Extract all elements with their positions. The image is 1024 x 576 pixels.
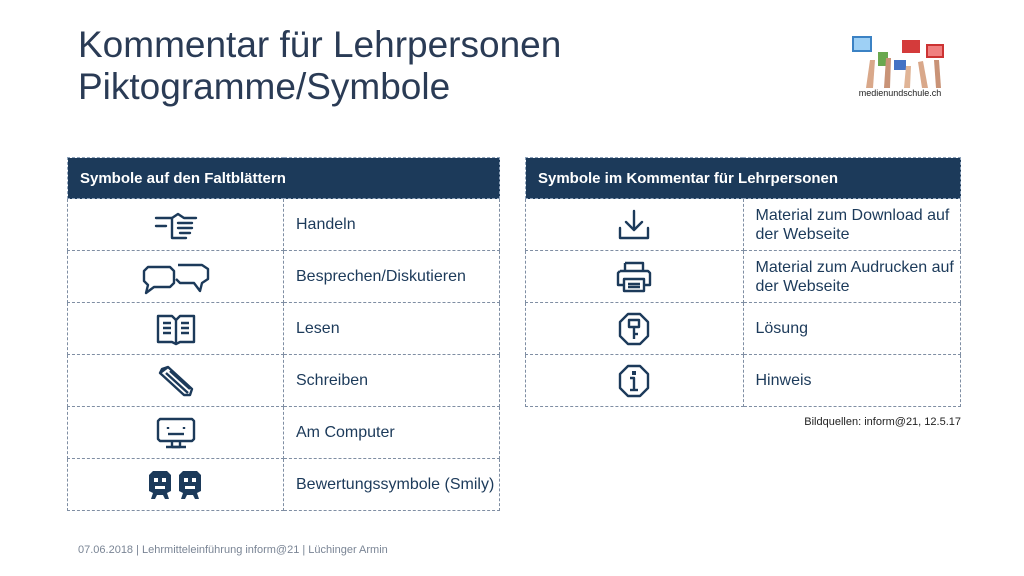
right-table-header: Symbole im Kommentar für Lehrpersonen (526, 158, 961, 199)
table-row (68, 459, 500, 511)
speech-bubbles-icon (140, 259, 212, 295)
image-source-note: Bildquellen: inform@21, 12.5.17 (804, 416, 961, 428)
printer-icon (614, 259, 654, 295)
table-row (526, 355, 961, 407)
page-title (78, 24, 561, 108)
download-icon (616, 208, 652, 242)
key-solution-icon (616, 311, 652, 347)
table-row (68, 303, 500, 355)
info-icon (616, 363, 652, 399)
row-label: Lesen (284, 303, 500, 355)
title-line-2: Piktogramme/Symbole (78, 66, 451, 107)
smiley-faces-icon (145, 467, 207, 503)
table-row (68, 199, 500, 251)
row-label: Material zum Download auf der Webseite (743, 199, 961, 251)
row-label: Lösung (743, 303, 961, 355)
faltblaetter-symbols-table (67, 157, 500, 511)
medienundschule-logo (848, 30, 948, 102)
row-label: Am Computer (284, 407, 500, 459)
table-row (526, 199, 961, 251)
pencil-icon (156, 363, 196, 399)
left-table-header: Symbole auf den Faltblättern (68, 158, 500, 199)
title-line-1: Kommentar für Lehrpersonen (78, 24, 562, 65)
row-label: Handeln (284, 199, 500, 251)
logo-graphic (848, 30, 948, 90)
row-label: Hinweis (743, 355, 961, 407)
table-row (68, 251, 500, 303)
slide-footer: 07.06.2018 | Lehrmitteleinführung inform@21 | Lüchinger Armin (78, 544, 388, 556)
pointing-hand-icon (152, 208, 200, 242)
table-row (68, 355, 500, 407)
open-book-icon (154, 312, 198, 346)
row-label: Besprechen/Diskutieren (284, 251, 500, 303)
table-row (68, 407, 500, 459)
kommentar-symbols-table (525, 157, 961, 407)
row-label: Schreiben (284, 355, 500, 407)
table-row (526, 303, 961, 355)
logo-text: medienundschule.ch (858, 88, 942, 98)
row-label: Bewertungssymbole (Smily) (284, 459, 500, 511)
computer-monitor-icon (154, 415, 198, 451)
table-row (526, 251, 961, 303)
row-label: Material zum Audrucken auf der Webseite (743, 251, 961, 303)
